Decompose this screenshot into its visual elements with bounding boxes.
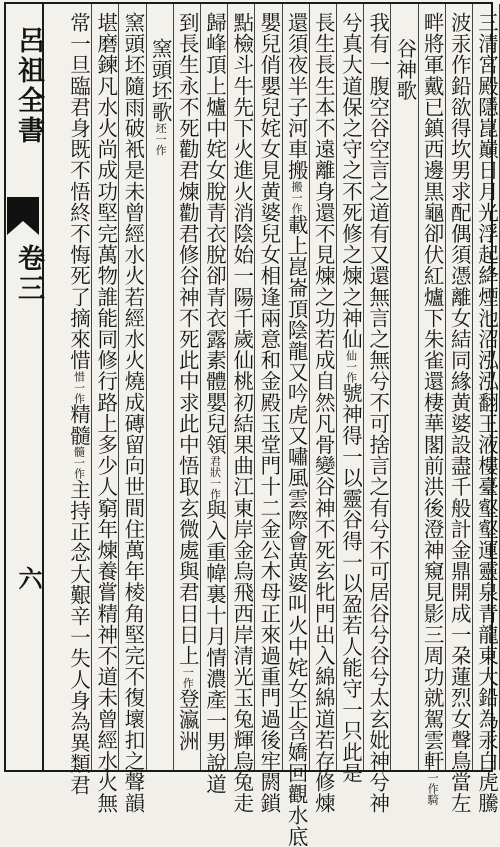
column-text: 窯頭坯隨雨破衹是未曾經水火若經水火燒成磚留向世間住萬年棱角堅完不復壞扣之聲韻	[120, 12, 145, 814]
text-column	[229, 12, 254, 814]
column-text: 嬰兒俏嬰兒姹女見黄婆兒女相逢兩意和金殿玉堂門十二金公木母正來過重門過後牢閼鎖	[256, 12, 281, 814]
column-text: 長生長生本不遠離身還不見煉之功若成自然凡骨變谷神不死玄牝門出入綿綿道若存修煉	[311, 12, 336, 814]
column-text: 主持正念大艱辛一失人身為異類君	[66, 478, 91, 796]
text-column	[93, 12, 118, 814]
column-text: 波汞作鉛欲得坎男求配偶須憑離女結同緣黄婆設盡千般計金鼎開成一朶蓮烈女聲鳥當左	[447, 12, 472, 814]
annotation: 坯一作	[154, 122, 168, 156]
fish-tail-ornament	[6, 196, 40, 236]
column-text: 登瀛洲	[175, 688, 200, 752]
column-rule	[418, 4, 419, 770]
column-text: 載上崑崙頂陰龍又吟虎又嘯風雲際會黄婆叫火中姹女正含嬌回觀水底	[284, 213, 309, 847]
column-text: 窯頭坯歌	[148, 38, 173, 123]
column-text: 歸峰頂上爐中姹女脫青衣脫卻青衣露素體嬰兒領	[202, 12, 227, 456]
text-column	[447, 12, 472, 814]
page-frame	[4, 2, 499, 847]
text-column	[338, 12, 363, 784]
annotation: 一作騎	[426, 771, 440, 805]
column-text: 堪磨鍊凡水火尚成功堅完萬物誰能同修行路上多少人窮年煉養嘗精神不道未曾經水火無	[93, 12, 118, 814]
annotation: 君狀一作	[208, 455, 222, 500]
text-column	[177, 12, 198, 768]
column-rule	[336, 4, 337, 770]
column-rule	[309, 4, 310, 770]
column-rule	[118, 4, 119, 770]
column-rule	[200, 4, 201, 770]
text-column	[120, 12, 145, 814]
column-rule	[363, 4, 364, 770]
column-rule	[445, 4, 446, 770]
column-text: 畔將軍戴已鎮西邊黒龜卻伏紅爐下朱雀還棲華閣前洪後澄神窺見影三周功就駕雲軒	[420, 12, 445, 772]
text-column	[474, 12, 499, 814]
column-rule	[472, 4, 473, 770]
annotation: 髓一作	[72, 445, 86, 479]
annotation: 惜一作	[72, 370, 86, 404]
book-title: 呂祖全書	[13, 26, 44, 146]
column-text: 精髓	[66, 403, 91, 446]
column-rule	[173, 4, 174, 770]
column-text: 還須夜半子河車搬	[284, 12, 309, 181]
column-rule	[254, 4, 255, 770]
text-column	[284, 12, 309, 847]
annotation: 搬一作	[290, 180, 304, 214]
column-rule	[390, 4, 391, 770]
column-text: 與入重幃裏十月情濃產一男說道	[202, 499, 227, 795]
column-text: 兮真大道保之守之不死修之煉之神仙	[338, 12, 363, 350]
column-text: 三清宮殿隱崑巔日月光浮起絳煙池沼泓泓翻王液樓臺壑壑運靈泉青龍東大鉛為汞白虎騰	[474, 12, 499, 814]
text-column	[311, 12, 336, 814]
section-title	[150, 38, 171, 794]
text-column	[66, 12, 91, 796]
text-column	[202, 12, 227, 795]
column-text: 到長生永不死勸君煉勸君修谷神不死此中求此中悟取玄微處與君日日上	[175, 12, 200, 667]
text-column	[420, 12, 445, 805]
block-margin	[6, 4, 44, 770]
column-rule	[282, 4, 283, 770]
annotation: 一作	[181, 666, 195, 689]
volume-label: 卷三	[13, 244, 44, 304]
column-text: 號神得一以靈谷得一以盈若人能守一只此是	[338, 382, 363, 784]
column-text: 我有一腹空谷空言之道有又還無言之無兮不可捨言之有兮不可居谷兮谷兮太玄妣神兮神	[365, 12, 390, 814]
column-text: 點檢斗牛先下火進火消陰始一陽千歲仙桃初結果曲江東岸金烏飛西岸清光玉兔輝烏兔走	[229, 12, 254, 814]
column-text: 常一旦臨君身既不悟終不悔死了摘來惜	[66, 12, 91, 371]
text-column	[365, 12, 390, 814]
page-number: 六	[14, 566, 43, 590]
text-column	[256, 12, 281, 814]
annotation: 仙一作	[344, 349, 358, 383]
column-rule	[146, 4, 147, 770]
section-title	[394, 38, 415, 794]
column-rule	[227, 4, 228, 770]
column-rule	[91, 4, 92, 770]
column-text: 谷神歌	[392, 38, 417, 102]
